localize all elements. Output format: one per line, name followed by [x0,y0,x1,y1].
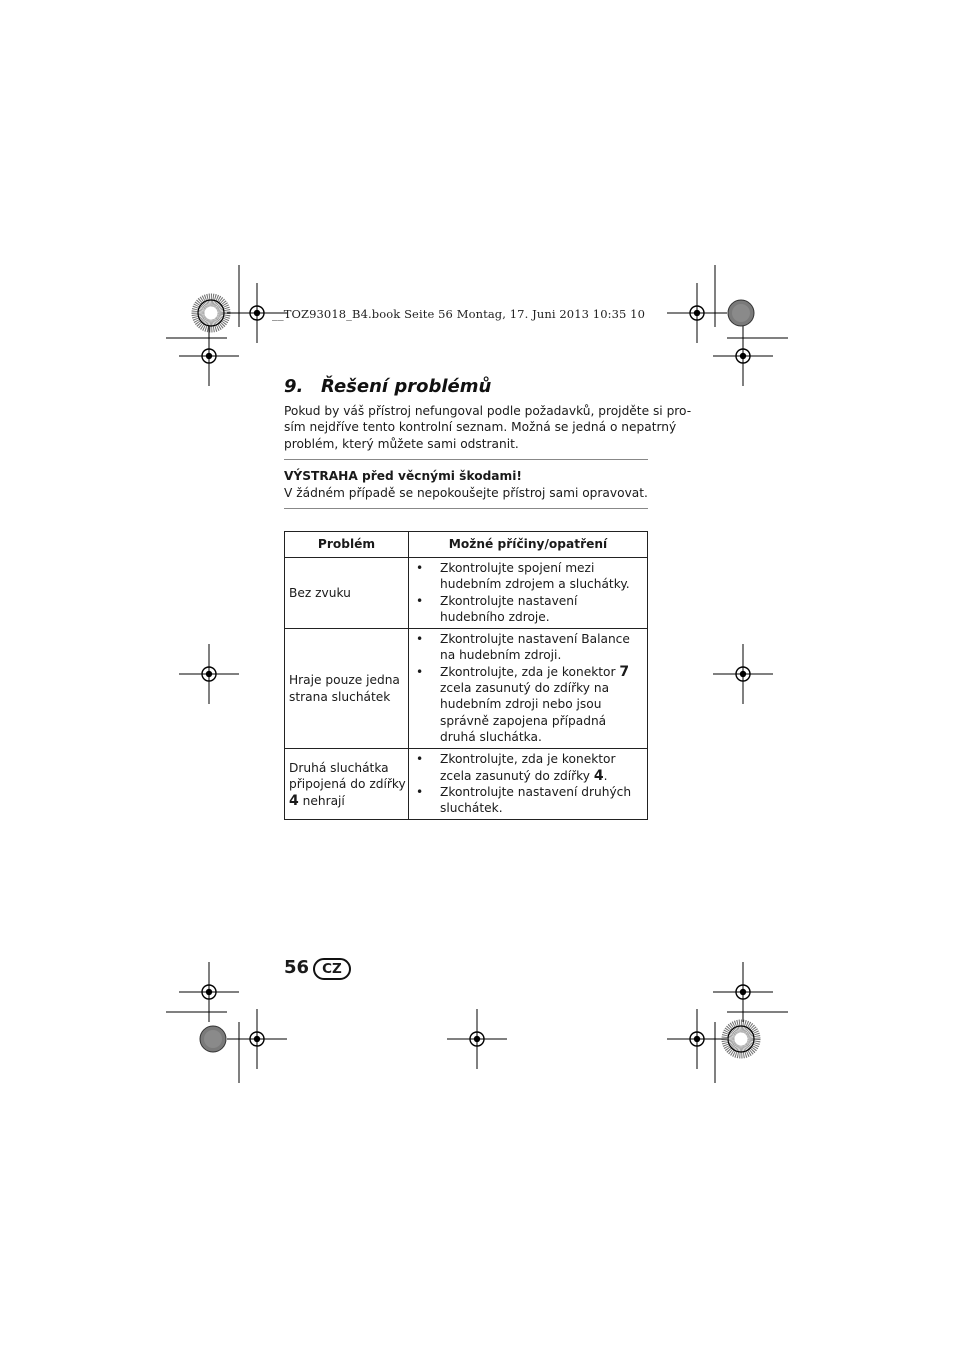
solution-item [415,751,644,784]
section-heading [284,376,491,397]
problem-cell: Druhá sluchátka připojená do zdířky 4 nehrají [285,749,409,820]
part-reference-number: 4 [289,792,299,809]
bullet-icon: • [416,784,424,799]
language-badge: CZ [313,958,351,980]
intro-line: Pokud by váš přístroj nefungoval podle požadavků, projděte si pro- [284,404,692,418]
part-reference-number: 7 [619,663,630,680]
warning-title: VÝSTRAHA před věcnými škodami! [284,469,522,483]
problem-cell: Bez zvuku [285,558,409,629]
page-number: 56 [284,957,310,978]
problem-cell: Hraje pouze jedna strana sluchátek [285,629,409,749]
section-title: Řešení problémů [321,376,492,397]
bullet-icon: • [416,632,424,647]
solution-item [415,784,644,817]
solution-text: Zkontrolujte nastavení Balance na hudebním zdroji. [440,632,630,663]
bullet-icon: • [416,752,424,767]
warning-box [284,459,648,509]
solution-item [415,664,644,745]
table-row [285,629,648,749]
table-row [285,749,648,820]
column-header-problem: Problém [285,532,409,558]
solution-cell [409,558,648,629]
solution-cell [409,749,648,820]
solution-text: Zkontrolujte nastavení druhých sluchátek. [440,784,632,816]
bullet-icon: • [416,593,424,608]
solution-item [415,560,644,593]
column-header-causes: Možné příčiny/opatření [409,532,648,558]
troubleshooting-table [284,531,648,820]
solution-cell [409,629,648,749]
solution-text: Zkontrolujte, zda je konektor 7 zcela zasunutý do zdířky na hudebním zdroji nebo jsou správně zapojena případná druhá sluchátka. [440,663,630,744]
print-file-header: __TOZ93018_B4.book Seite 56 Montag, 17. Juni 2013 10:35 10 [272,307,646,321]
solution-text: Zkontrolujte, zda je konektor zcela zasunutý do zdířky 4. [440,752,616,784]
table-header-row [285,532,648,558]
solution-text: Zkontrolujte spojení mezi hudebním zdrojem a sluchátky. [440,561,630,592]
bullet-icon: • [416,664,424,679]
intro-line: problém, který můžete sami odstranit. [284,436,519,451]
table-row [285,558,648,629]
solution-text: Zkontrolujte nastavení hudebního zdroje. [440,593,578,624]
intro-paragraph [284,403,692,452]
part-reference-number: 4 [593,767,604,784]
section-number: 9. [284,376,304,397]
solution-item [415,631,644,664]
bullet-icon: • [416,561,424,575]
solution-item [415,593,644,626]
intro-line: sím nejdříve tento kontrolní seznam. Možná se jedná o nepatrný [284,420,677,435]
warning-text: V žádném případě se nepokoušejte přístroj sami opravovat. [284,486,648,500]
